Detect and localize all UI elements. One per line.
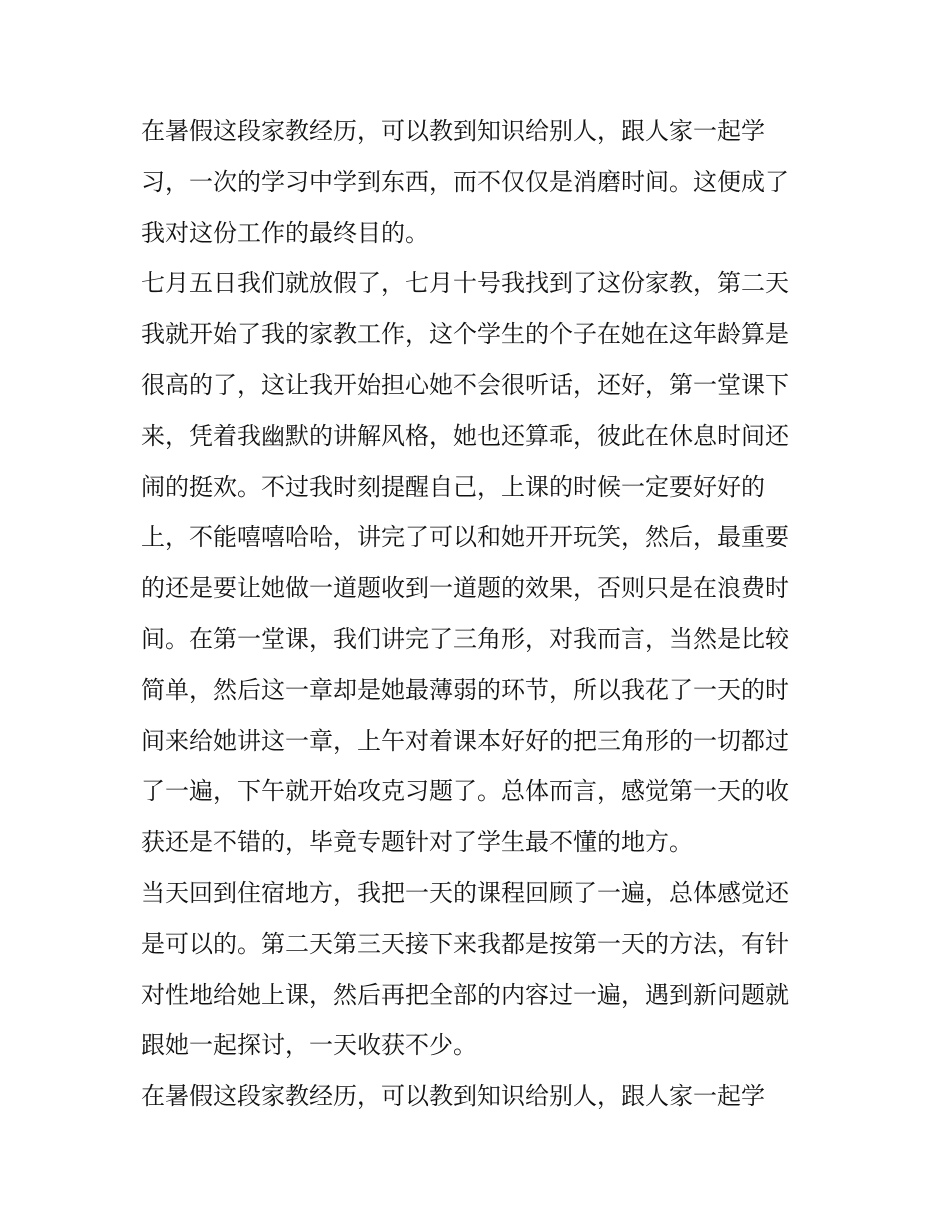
text-line: 很高的了，这让我开始担心她不会很听话，还好，第一堂课下 <box>141 370 789 399</box>
text-line: 间来给她讲这一章，上午对着课本好好的把三角形的一切都过 <box>141 726 789 755</box>
text-line: 对性地给她上课，然后再把全部的内容过一遍，遇到新问题就 <box>141 980 789 1009</box>
text-line: 当天回到住宿地方，我把一天的课程回顾了一遍，总体感觉还 <box>141 878 789 907</box>
text-line: 在暑假这段家教经历，可以教到知识给别人，跟人家一起学 <box>141 117 765 145</box>
text-line: 来，凭着我幽默的讲解风格，她也还算乖，彼此在休息时间还 <box>141 421 789 450</box>
text-line: 简单，然后这一章却是她最薄弱的环节，所以我花了一天的时 <box>141 675 789 704</box>
text-line: 间。在第一堂课，我们讲完了三角形，对我而言，当然是比较 <box>141 624 789 653</box>
text-line: 七月五日我们就放假了，七月十号我找到了这份家教，第二天 <box>141 269 789 298</box>
text-line: 我对这份工作的最终目的。 <box>141 218 429 247</box>
text-line: 习，一次的学习中学到东西，而不仅仅是消磨时间。这便成了 <box>141 167 789 196</box>
text-line: 我就开始了我的家教工作，这个学生的个子在她在这年龄算是 <box>141 320 789 349</box>
text-line: 闹的挺欢。不过我时刻提醒自己，上课的时候一定要好好的 <box>141 472 765 501</box>
text-line: 在暑假这段家教经历，可以教到知识给别人，跟人家一起学 <box>141 1082 765 1111</box>
text-line: 跟她一起探讨，一天收获不少。 <box>141 1031 477 1060</box>
text-line: 了一遍，下午就开始攻克习题了。总体而言，感觉第一天的收 <box>141 777 789 806</box>
text-line: 获还是不错的，毕竟专题针对了学生最不懂的地方。 <box>141 828 693 857</box>
document-body <box>141 106 821 1122</box>
text-line: 是可以的。第二天第三天接下来我都是按第一天的方法，有针 <box>141 929 789 958</box>
text-line: 上，不能嘻嘻哈哈，讲完了可以和她开开玩笑，然后，最重要 <box>141 523 789 552</box>
text-line: 的还是要让她做一道题收到一道题的效果，否则只是在浪费时 <box>141 574 789 603</box>
